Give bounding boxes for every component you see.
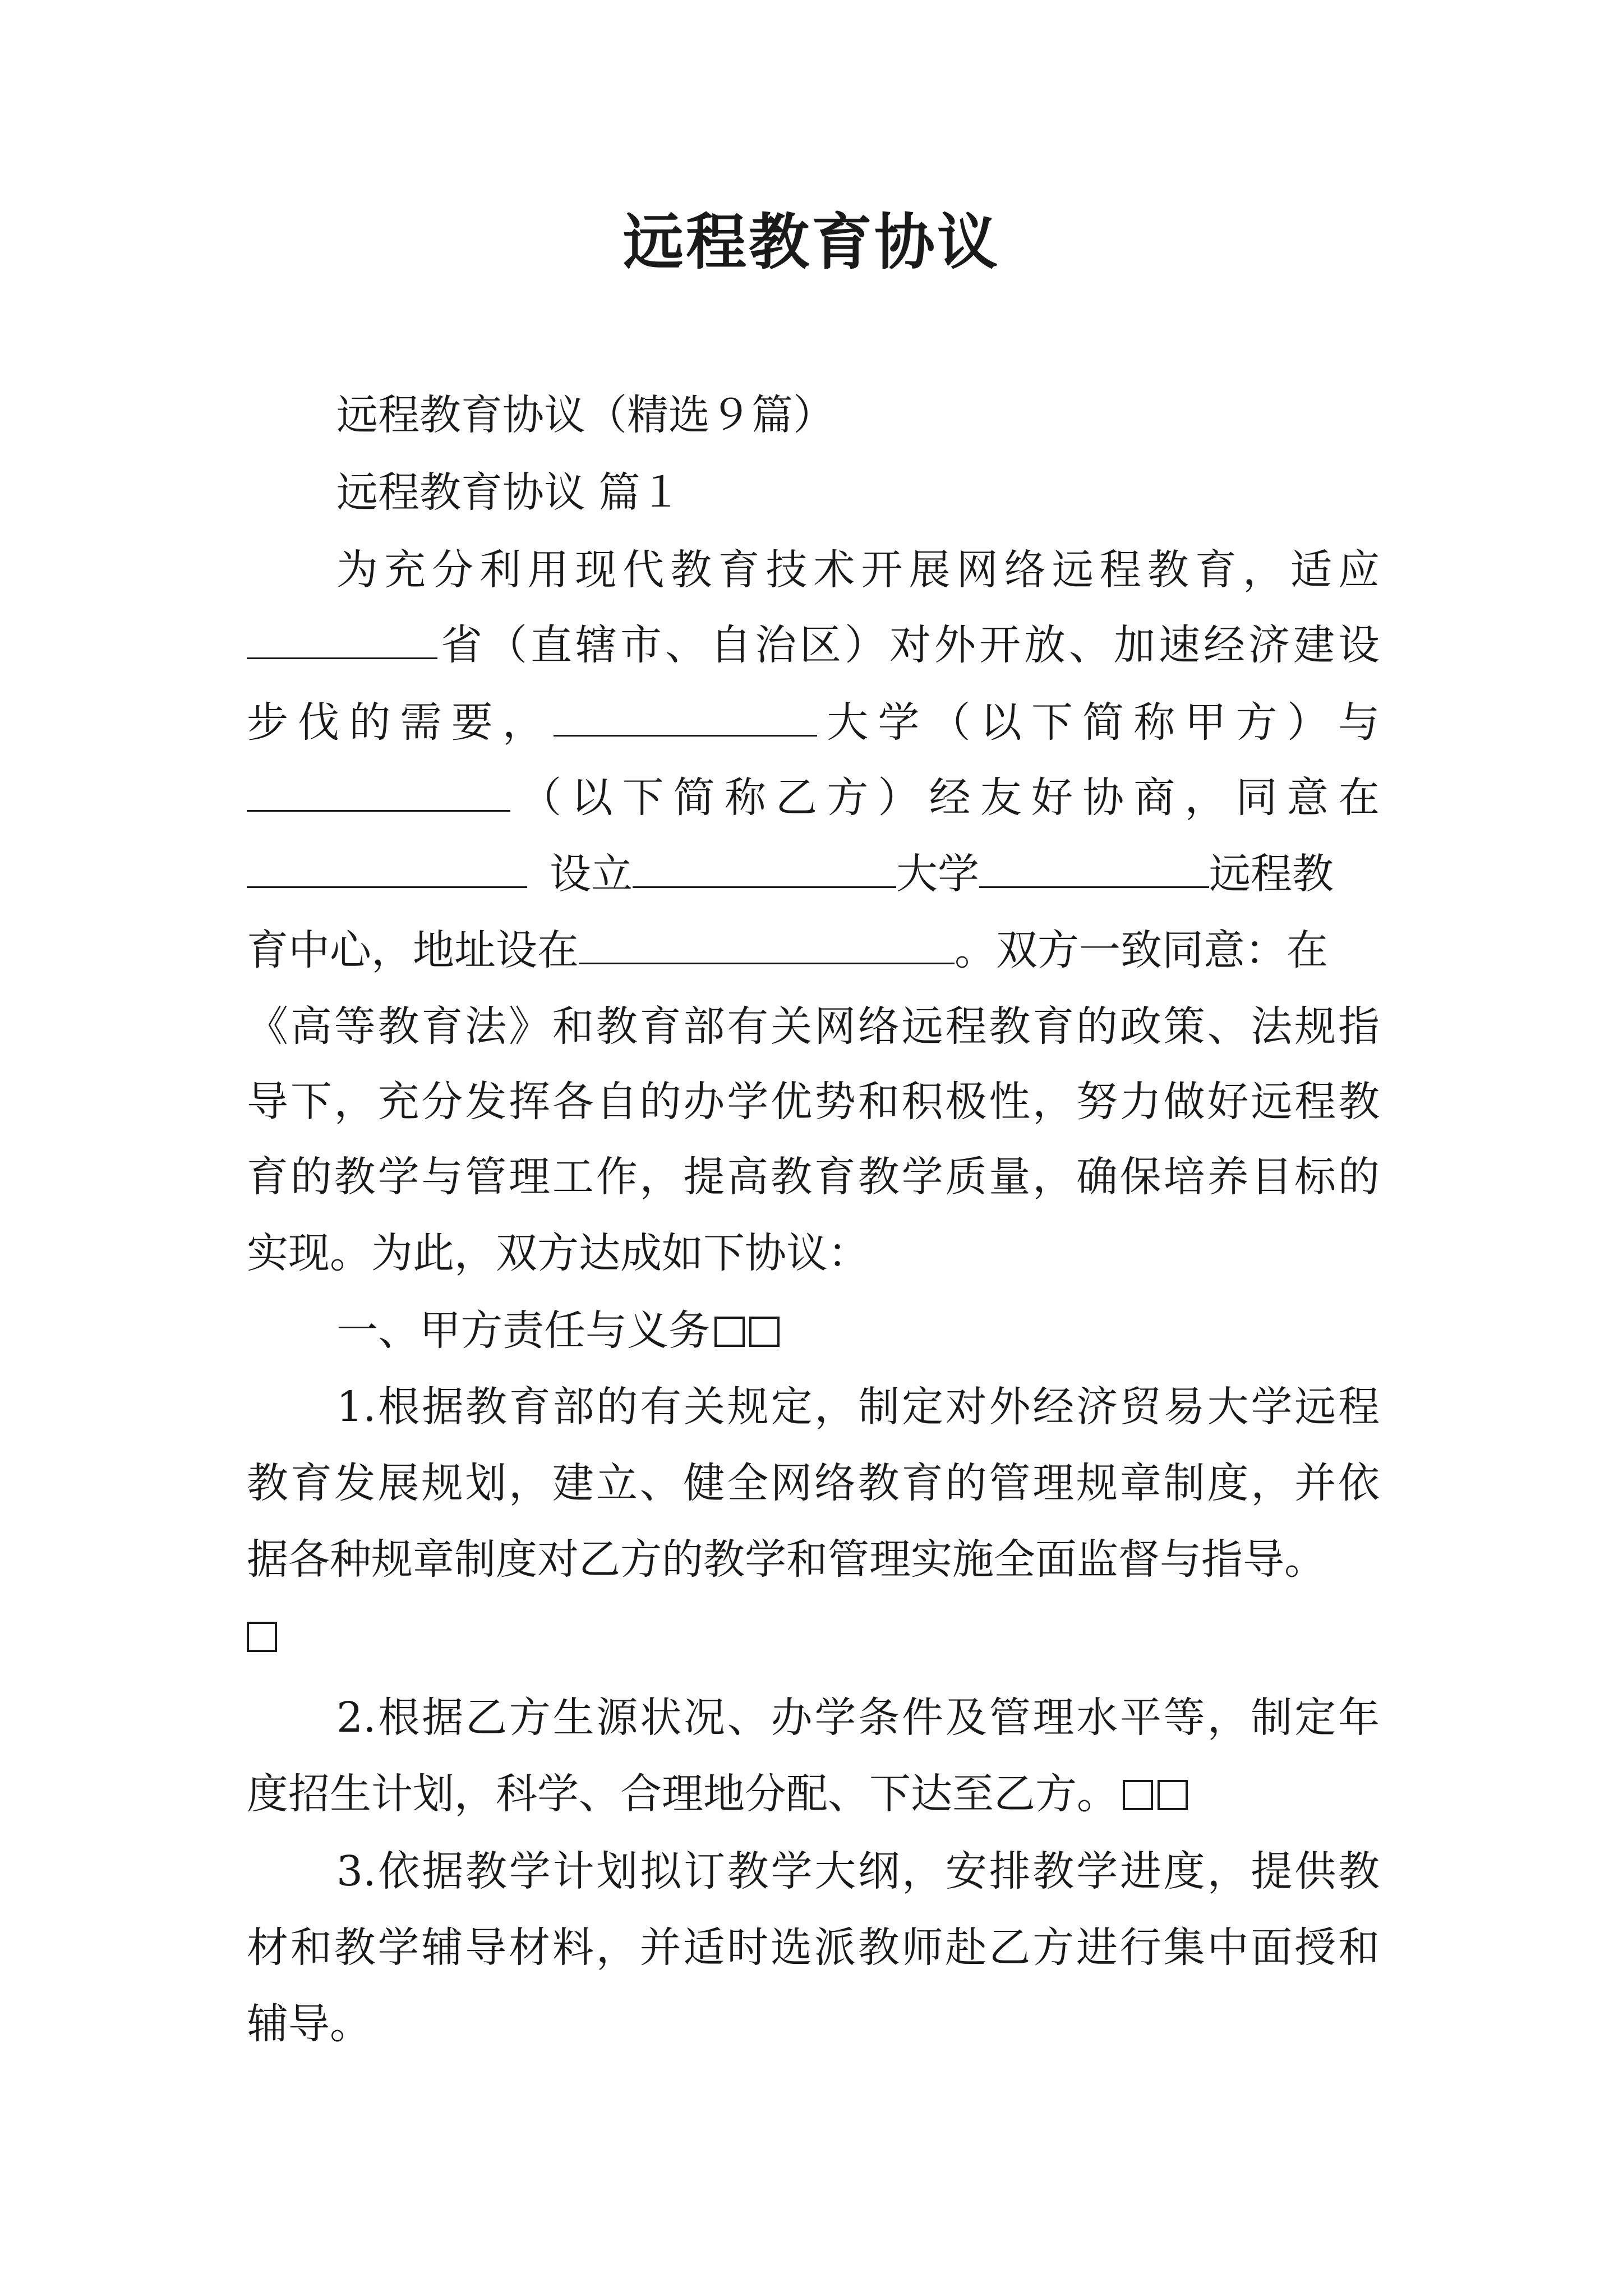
blank-field <box>247 618 437 659</box>
item-2-line-1: 2.根据乙方生源状况、办学条件及管理水平等，制定年 <box>336 1694 1380 1742</box>
preamble-line-1: 为充分利用现代教育技术开展网络远程教育，适应 <box>336 546 1380 594</box>
preamble-line-6: 育中心，地址设在 。双方一致同意：在 <box>247 922 1380 978</box>
preamble-line-5: 设立 大学 远程教 <box>247 846 1380 902</box>
section-heading: 一、甲方责任与义务 <box>336 1303 1380 1359</box>
preamble-line-8: 导下，充分发挥各自的办学优势和积极性，努力做好远程教 <box>247 1078 1380 1126</box>
blank-field <box>579 923 955 964</box>
part-heading: 远程教育协议 篇１ <box>336 468 682 517</box>
preamble-line-10: 实现。为此，双方达成如下协议： <box>247 1229 869 1277</box>
document-title: 远程教育协议 <box>623 208 1000 278</box>
placeholder-box-icon <box>1158 1780 1188 1810</box>
item-3-line-2: 材和教学辅导材料，并适时选派教师赴乙方进行集中面授和 <box>247 1924 1380 1972</box>
item-1-line-1: 1.根据教育部的有关规定，制定对外经济贸易大学远程 <box>336 1383 1380 1431</box>
preamble-line-7: 《高等教育法》和教育部有关网络远程教育的政策、法规指 <box>247 1002 1380 1051</box>
blank-field <box>554 696 817 737</box>
placeholder-box-icon <box>247 1622 277 1652</box>
blank-field <box>247 847 527 888</box>
subtitle: 远程教育协议（精选９篇） <box>336 391 834 439</box>
item-3-line-3: 辅导。 <box>247 2000 371 2048</box>
item-1-line-4 <box>247 1608 1380 1664</box>
preamble-line-2: 省（直辖市、自治区）对外开放、加速经济建设 <box>247 617 1380 673</box>
blank-field <box>633 847 896 888</box>
blank-field <box>979 847 1209 888</box>
blank-field <box>247 771 510 812</box>
preamble-line-4: （以下简称乙方）经友好协商，同意在 <box>247 770 1380 826</box>
preamble-line-9: 育的教学与管理工作，提高教育教学质量，确保培养目标的 <box>247 1153 1380 1201</box>
placeholder-box-icon <box>1123 1780 1153 1810</box>
placeholder-box-icon <box>714 1317 745 1347</box>
item-3-line-1: 3.依据教学计划拟订教学大纲，安排教学进度，提供教 <box>336 1847 1380 1895</box>
placeholder-box-icon <box>749 1317 780 1347</box>
preamble-line-3: 步伐的需要， 大学（以下简称甲方）与 <box>247 694 1380 751</box>
item-1-line-2: 教育发展规划，建立、健全网络教育的管理规章制度，并依 <box>247 1459 1380 1507</box>
item-2-line-2: 度招生计划，科学、合理地分配、下达至乙方。 <box>247 1766 1380 1822</box>
item-1-line-3: 据各种规章制度对乙方的教学和管理实施全面监督与指导。 <box>247 1535 1326 1584</box>
